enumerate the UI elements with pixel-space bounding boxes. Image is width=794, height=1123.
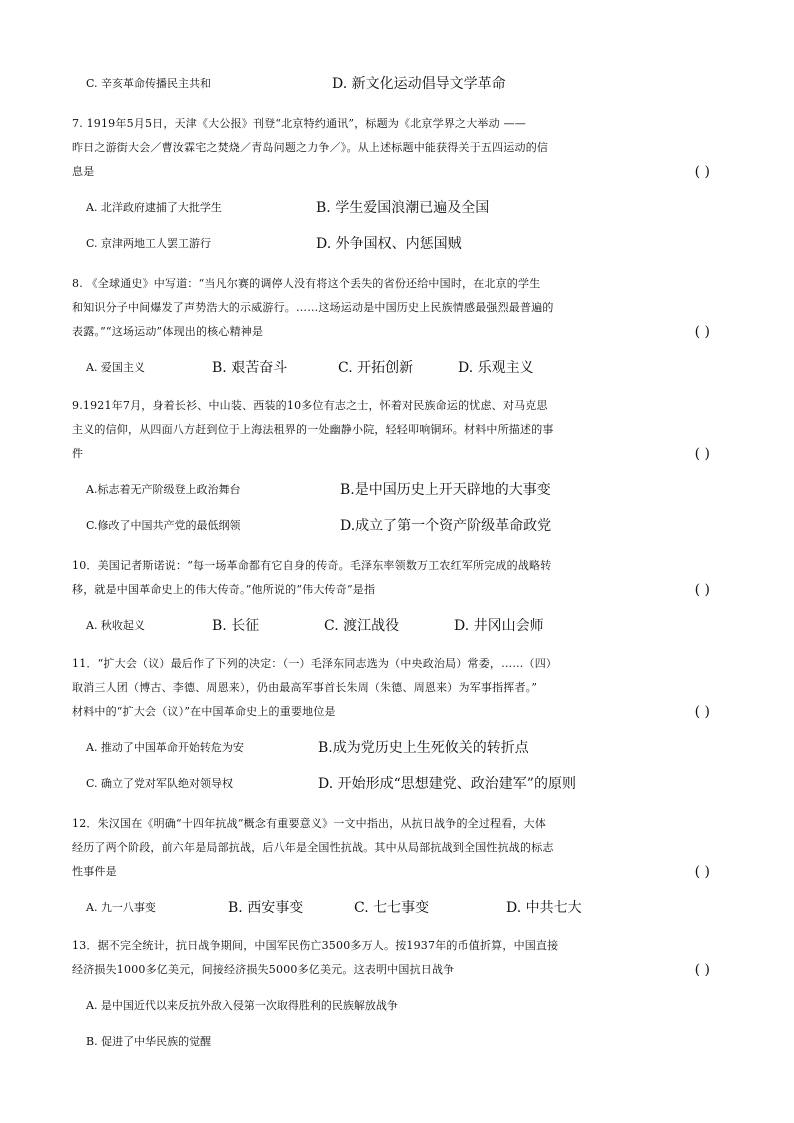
q13-option-a: A. 是中国近代以来反抗外敌入侵第一次取得胜利的民族解放战争 xyxy=(86,999,398,1012)
q7-stem-line-3: 息是 xyxy=(72,165,95,178)
q12-stem-line-1: 12．朱汉国在《明确“十四年抗战”概念有重要意义》一文中指出，从抗日战争的全过程看，大体 xyxy=(72,817,547,830)
q13-option-b: B. 促进了中华民族的觉醒 xyxy=(86,1035,212,1048)
q9-stem-line-3: 件 xyxy=(72,447,84,460)
q13-stem-line-2: 经济损失1000多亿美元，间接经济损失5000多亿美元。这表明中国抗日战争 xyxy=(72,963,455,976)
q11-stem-line-2: 取消三人团（博古、李德、周恩来），仍由最高军事首长朱周（朱德、周恩来）为军事指挥者。” xyxy=(72,681,538,694)
q7-stem-line-1: 7. 1919年5月5日，天津《大公报》刊登“北京特约通讯”，标题为《北京学界之大举动 —— xyxy=(72,117,526,130)
q12-stem-line-2: 经历了两个阶段，前六年是局部抗战，后八年是全国性抗战。其中从局部抗战到全国性抗战的标志 xyxy=(72,841,554,854)
q11-stem-line-3: 材料中的“扩大会（议）”在中国革命史上的重要地位是 xyxy=(72,705,336,718)
q8-answer-blank: ( ) xyxy=(694,324,710,340)
q8-option-c: C. 开拓创新 xyxy=(338,360,414,376)
q10-stem-line-2: 移，就是中国革命史上的伟大传奇。”他所说的“伟大传奇”是指 xyxy=(72,583,376,596)
q9-option-a: A.标志着无产阶级登上政治舞台 xyxy=(86,483,241,496)
q9-stem-line-1: 9.1921年7月，身着长衫、中山装、西装的10多位有志之士，怀着对民族命运的忧虑、对马克思 xyxy=(72,399,548,412)
q8-option-d: D. 乐观主义 xyxy=(458,360,534,376)
q6-option-c: C. 辛亥革命传播民主共和 xyxy=(86,77,212,90)
q7-option-c: C. 京津两地工人罢工游行 xyxy=(86,237,212,250)
q10-option-a: A. 秋收起义 xyxy=(86,619,145,632)
q13-stem-line-1: 13．据不完全统计，抗日战争期间，中国军民伤亡3500多万人。按1937年的币值折算，中国直接 xyxy=(72,939,559,952)
q7-option-b: B. 学生爱国浪潮已遍及全国 xyxy=(316,200,490,216)
q12-answer-blank: ( ) xyxy=(694,864,710,880)
q8-stem-line-1: 8. 《全球通史》中写道：“当凡尔赛的调停人没有将这个丢失的省份还给中国时，在北京的学生 xyxy=(72,277,541,290)
q8-option-a: A. 爱国主义 xyxy=(86,361,145,374)
q12-option-d: D. 中共七大 xyxy=(506,900,582,916)
q6-option-d: D. 新文化运动倡导文学革命 xyxy=(332,76,506,92)
q7-option-a: A. 北洋政府逮捕了大批学生 xyxy=(86,201,222,214)
q11-option-a: A. 推动了中国革命开始转危为安 xyxy=(86,741,244,754)
q11-answer-blank: ( ) xyxy=(694,704,710,720)
q12-option-a: A. 九一八事变 xyxy=(86,901,156,914)
q8-option-b: B. 艰苦奋斗 xyxy=(212,360,288,376)
q9-option-b: B.是中国历史上开天辟地的大事变 xyxy=(340,482,551,498)
q13-answer-blank: ( ) xyxy=(694,962,710,978)
q10-stem-line-1: 10．美国记者斯诺说：“每一场革命都有它自身的传奇。毛泽东率领数万工农红军所完成的战略转 xyxy=(72,559,552,572)
q11-option-c: C. 确立了党对军队绝对领导权 xyxy=(86,777,234,790)
q10-option-c: C. 渡江战役 xyxy=(324,618,400,634)
q9-option-c: C.修改了中国共产党的最低纲领 xyxy=(86,519,241,532)
q11-option-b: B.成为党历史上生死攸关的转折点 xyxy=(318,740,529,756)
q8-stem-line-3: 表露。”“这场运动”体现出的核心精神是 xyxy=(72,325,264,338)
q12-stem-line-3: 性事件是 xyxy=(72,865,117,878)
q11-stem-line-1: 11．“扩大会（议）最后作了下列的决定：（一）毛泽东同志选为（中央政治局）常委，……（四） xyxy=(72,657,558,670)
q12-option-c: C. 七七事变 xyxy=(354,900,430,916)
q7-answer-blank: ( ) xyxy=(694,164,710,180)
q10-option-b: B. 长征 xyxy=(212,618,260,634)
q9-stem-line-2: 主义的信仰，从四面八方赶到位于上海法租界的一处幽静小院，轻轻叩响铜环。材料中所描述的事 xyxy=(72,423,554,436)
q12-option-b: B. 西安事变 xyxy=(228,900,304,916)
q10-option-d: D. 井冈山会师 xyxy=(454,618,544,634)
q7-stem-line-2: 昨日之游街大会／曹汝霖宅之焚烧／青岛问题之力争／》。从上述标题中能获得关于五四运动的信 xyxy=(72,141,549,154)
q7-option-d: D. 外争国权、内惩国贼 xyxy=(316,236,462,252)
q9-option-d: D.成立了第一个资产阶级革命政党 xyxy=(340,518,552,534)
q11-option-d: D. 开始形成“思想建党、政治建军”的原则 xyxy=(318,776,576,792)
q10-answer-blank: ( ) xyxy=(694,582,710,598)
q8-stem-line-2: 和知识分子中间爆发了声势浩大的示威游行。……这场运动是中国历史上民族情感最强烈最普遍的 xyxy=(72,301,554,314)
q9-answer-blank: ( ) xyxy=(694,446,710,462)
